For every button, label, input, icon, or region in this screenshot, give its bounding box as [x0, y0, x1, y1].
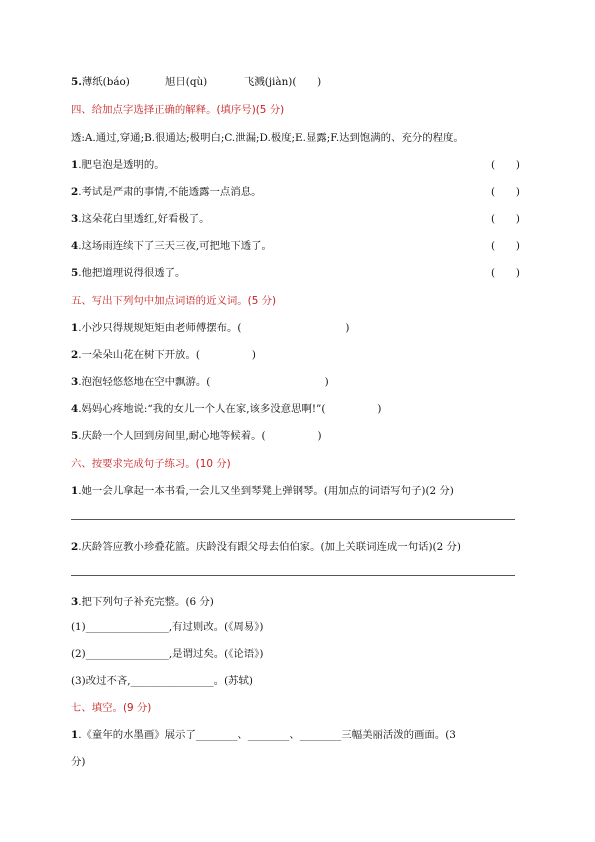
section-5-title: 五、写出下列句中加点词语的近义词。(5 分)	[71, 295, 277, 307]
s6-fill-1: (1)________________,有过则改。(《周易》)	[71, 621, 264, 633]
s6-question-1: 1.她一会儿拿起一本书看,一会儿又坐到琴凳上弹钢琴。(用加点的词语写句子)(2 分)	[71, 485, 454, 497]
s6-question-2: 2.庆龄答应教小珍叠花篮。庆龄没有跟父母去伯伯家。(加上关联词连成一句话)(2 分)	[71, 541, 461, 553]
answer-line-1[interactable]	[71, 519, 515, 520]
s5-item-4: 4.妈妈心疼地说:“我的女儿一个人在家,该多没意思啊!”( )	[71, 403, 382, 415]
section-7-title: 七、填空。(9 分)	[71, 702, 152, 714]
s4-item-1: 1.肥皂泡是透明的。	[71, 159, 165, 171]
s4-item-3: 3.这朵花白里透红,好看极了。	[71, 213, 210, 225]
s4-answer-5[interactable]: ( )	[491, 267, 520, 279]
section-6-title: 六、按要求完成句子练习。(10 分)	[71, 458, 231, 470]
s5-item-1: 1.小沙只得规规矩矩由老师傅摆布。( )	[71, 322, 350, 334]
s4-answer-1[interactable]: ( )	[491, 159, 520, 171]
s6-fill-3: (3)改过不吝,________________。(苏轼)	[71, 675, 253, 687]
word-2: 旭日(qù)	[165, 76, 208, 88]
q5-word-row	[71, 75, 130, 89]
word-3: 飞溅(jiàn)( )	[244, 76, 322, 88]
s6-question-3: 3.把下列句子补充完整。(6 分)	[71, 596, 214, 608]
s7-question-1: 1.《童年的水墨画》展示了________、________、________三幅美丽活泼的画面。(3	[71, 729, 456, 741]
s7-question-1-cont: 分)	[71, 756, 86, 768]
s4-answer-3[interactable]: ( )	[491, 213, 520, 225]
s4-item-5: 5.他把道理说得很透了。	[71, 267, 186, 279]
s5-item-2: 2.一朵朵山花在树下开放。( )	[71, 349, 256, 361]
s4-item-4: 4.这场雨连续下了三天三夜,可把地下透了。	[71, 240, 272, 252]
s5-item-5: 5.庆龄一个人回到房间里,耐心地等候着。( )	[71, 430, 322, 442]
question-number: 5.	[71, 76, 82, 88]
section-4-meanings: 透:A.通过,穿通;B.很通达;极明白;C.泄漏;D.极度;E.显露;F.达到饱满的、充分的程度。	[71, 132, 464, 144]
s4-answer-4[interactable]: ( )	[491, 240, 520, 252]
section-4-title: 四、给加点字选择正确的解释。(填序号)(5 分)	[71, 104, 285, 116]
s4-item-2: 2.考试是严肃的事情,不能透露一点消息。	[71, 186, 262, 198]
s5-item-3: 3.泡泡轻悠悠地在空中飘游。( )	[71, 376, 329, 388]
s6-fill-2: (2)________________,是谓过矣。(《论语》)	[71, 648, 264, 660]
s4-answer-2[interactable]: ( )	[491, 186, 520, 198]
answer-line-2[interactable]	[71, 575, 515, 576]
word-1: 薄纸(báo)	[81, 76, 130, 88]
